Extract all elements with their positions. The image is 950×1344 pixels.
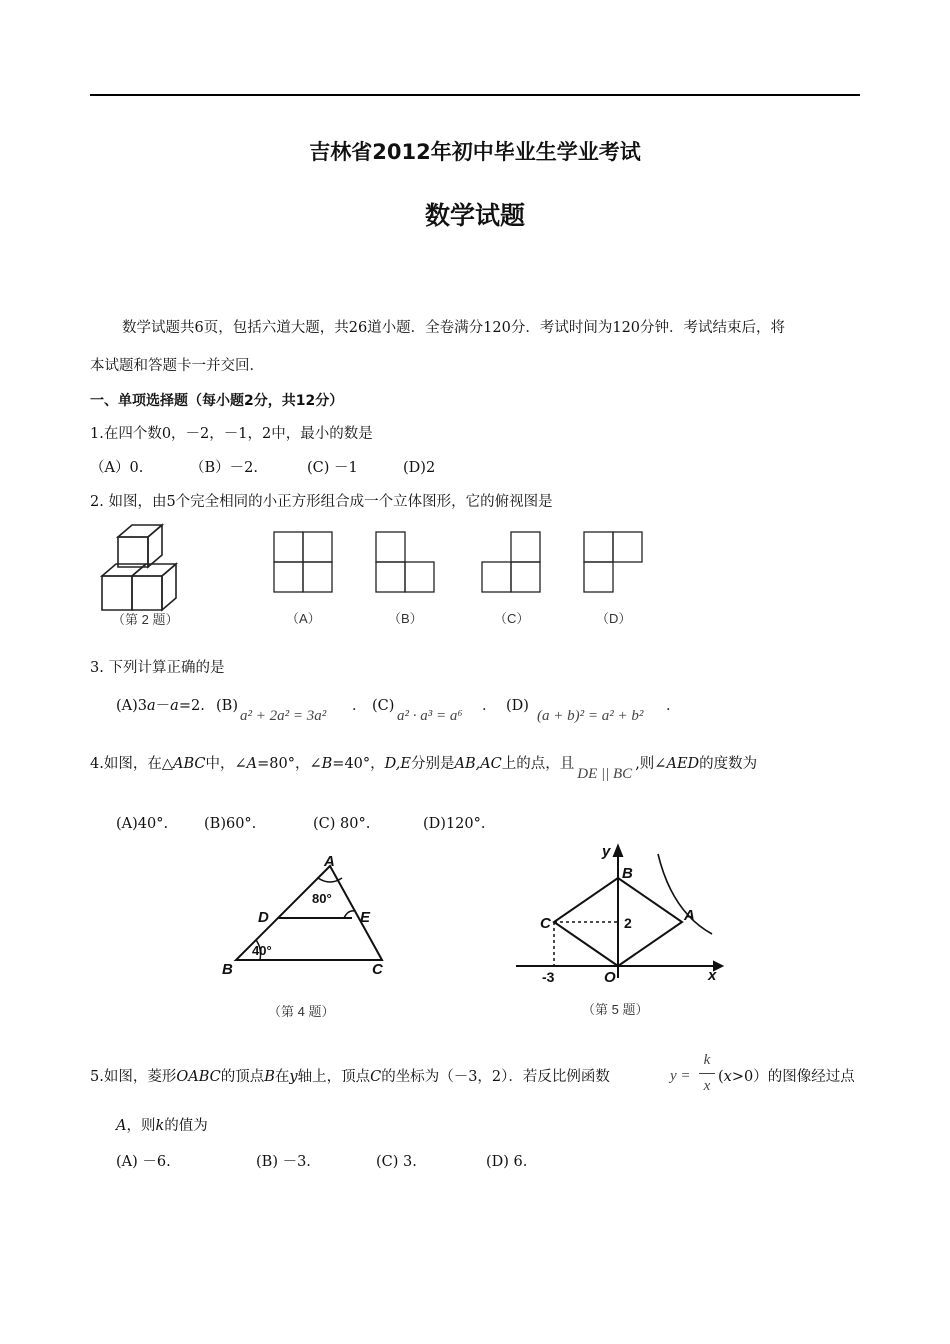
intro-line-1: 数学试题共6页，包括六道大题，共26道小题．全卷满分120分．考试时间为120分钟．考试结束后，将 bbox=[122, 320, 786, 336]
q4-label-e: E bbox=[360, 909, 371, 926]
q5-label-b: B bbox=[622, 865, 633, 882]
q2-label-a: （A） bbox=[286, 611, 321, 626]
q5-rhombus-figure bbox=[512, 842, 736, 1024]
q2-stem: 2. 如图，由5个完全相同的小正方形组合成一个立体图形，它的俯视图是 bbox=[90, 494, 553, 510]
q2-figure-caption: （第 2 题） bbox=[112, 612, 179, 627]
q3-option-b-end: ． bbox=[352, 698, 367, 714]
q5-label-c: C bbox=[540, 915, 551, 932]
q5-fraction-bar bbox=[699, 1073, 715, 1074]
q2-label-c: （C） bbox=[494, 611, 530, 626]
q5-label-a: A bbox=[684, 907, 695, 924]
q3-stem: 3. 下列计算正确的是 bbox=[90, 660, 225, 676]
q5-option-d: (D) 6. bbox=[486, 1154, 528, 1170]
q2-solid-figure bbox=[90, 520, 240, 632]
q4-label-a: A bbox=[324, 853, 335, 870]
q4-angle-b-label: 40° bbox=[252, 943, 272, 958]
q4-option-d: (D)120°. bbox=[423, 816, 486, 832]
q3-option-c-expr: a² · a³ = a⁶ bbox=[397, 708, 463, 724]
q5-fraction-numerator: k bbox=[703, 1052, 711, 1068]
q2-option-d-figure bbox=[580, 528, 650, 628]
q4-label-b: B bbox=[222, 961, 233, 978]
q5-stem: 5.如图，菱形OABC的顶点B在y轴上，顶点C的坐标为（－3，2）．若反比例函数 bbox=[90, 1069, 610, 1085]
q5-fraction-denominator: x bbox=[703, 1078, 711, 1094]
q5-label-o: O bbox=[604, 969, 616, 986]
q2-label-b: （B） bbox=[388, 611, 423, 626]
q3-option-d-expr: (a + b)² = a² + b² bbox=[537, 708, 644, 724]
q4-label-d: D bbox=[258, 909, 269, 926]
section-1-heading: 一、单项选择题（每小题2分，共12分） bbox=[90, 393, 344, 409]
q5-label-2: 2 bbox=[624, 915, 632, 931]
q3-option-a: (A)3a－a=2. bbox=[116, 698, 205, 714]
q5-option-c: (C) 3. bbox=[376, 1154, 417, 1170]
q5-option-b: (B) －3. bbox=[256, 1154, 311, 1170]
q3-option-c-label: (C) bbox=[372, 698, 395, 714]
q1-option-b: （B）－2. bbox=[190, 460, 258, 476]
q4-angle-a-label: 80° bbox=[312, 891, 332, 906]
angle-e-arc bbox=[344, 911, 354, 918]
exam-title: 吉林省2012年初中毕业生学业考试 bbox=[309, 140, 641, 164]
q1-option-d: (D)2 bbox=[403, 460, 436, 476]
q3-option-b-expr: a² + 2a² = 3a² bbox=[240, 708, 327, 724]
q5-label-neg3: -3 bbox=[542, 969, 555, 985]
exam-subtitle: 数学试题 bbox=[424, 201, 525, 230]
y-axis-arrow bbox=[614, 846, 622, 856]
q5-stem-line2: A，则k的值为 bbox=[116, 1118, 208, 1134]
q5-label-y: y bbox=[602, 843, 611, 860]
q3-option-d-end: ． bbox=[666, 698, 681, 714]
q2-label-d: （D） bbox=[596, 611, 632, 626]
top-rule bbox=[90, 94, 860, 96]
q4-figure-caption: （第 4 题） bbox=[268, 1004, 335, 1019]
q2-option-c-figure bbox=[478, 528, 548, 628]
q1-option-a: （A）0. bbox=[90, 460, 144, 476]
intro-line-2: 本试题和答题卡一并交回． bbox=[90, 358, 264, 374]
q4-stem: 4.如图，在△ABC中，∠A=80°，∠B=40°，D,E分别是AB,AC上的点，且DE || BC,则∠AED的度数为 bbox=[90, 756, 758, 782]
q3-option-b-label: (B) bbox=[216, 698, 238, 714]
q4-option-a: (A)40°. bbox=[116, 816, 169, 832]
q3-option-c-end: ． bbox=[482, 698, 497, 714]
q5-stem-condition: (x>0）的图像经过点 bbox=[718, 1069, 855, 1085]
q4-label-c: C bbox=[372, 961, 383, 978]
q3-option-d-label: (D) bbox=[506, 698, 529, 714]
q5-option-a: (A) －6. bbox=[116, 1154, 171, 1170]
q5-label-x: x bbox=[708, 967, 717, 984]
q1-option-c: (C) －1 bbox=[307, 460, 358, 476]
q5-fraction-lhs: y = bbox=[670, 1068, 691, 1084]
q4-option-b: (B)60°. bbox=[204, 816, 257, 832]
q2-option-a-figure bbox=[270, 528, 340, 628]
q1-stem: 1.在四个数0，－2，－1，2中，最小的数是 bbox=[90, 426, 373, 442]
q4-option-c: (C) 80°. bbox=[313, 816, 371, 832]
q4-triangle-figure bbox=[218, 848, 398, 1024]
q2-option-b-figure bbox=[372, 528, 442, 628]
q5-figure-caption: （第 5 题） bbox=[582, 1002, 649, 1017]
